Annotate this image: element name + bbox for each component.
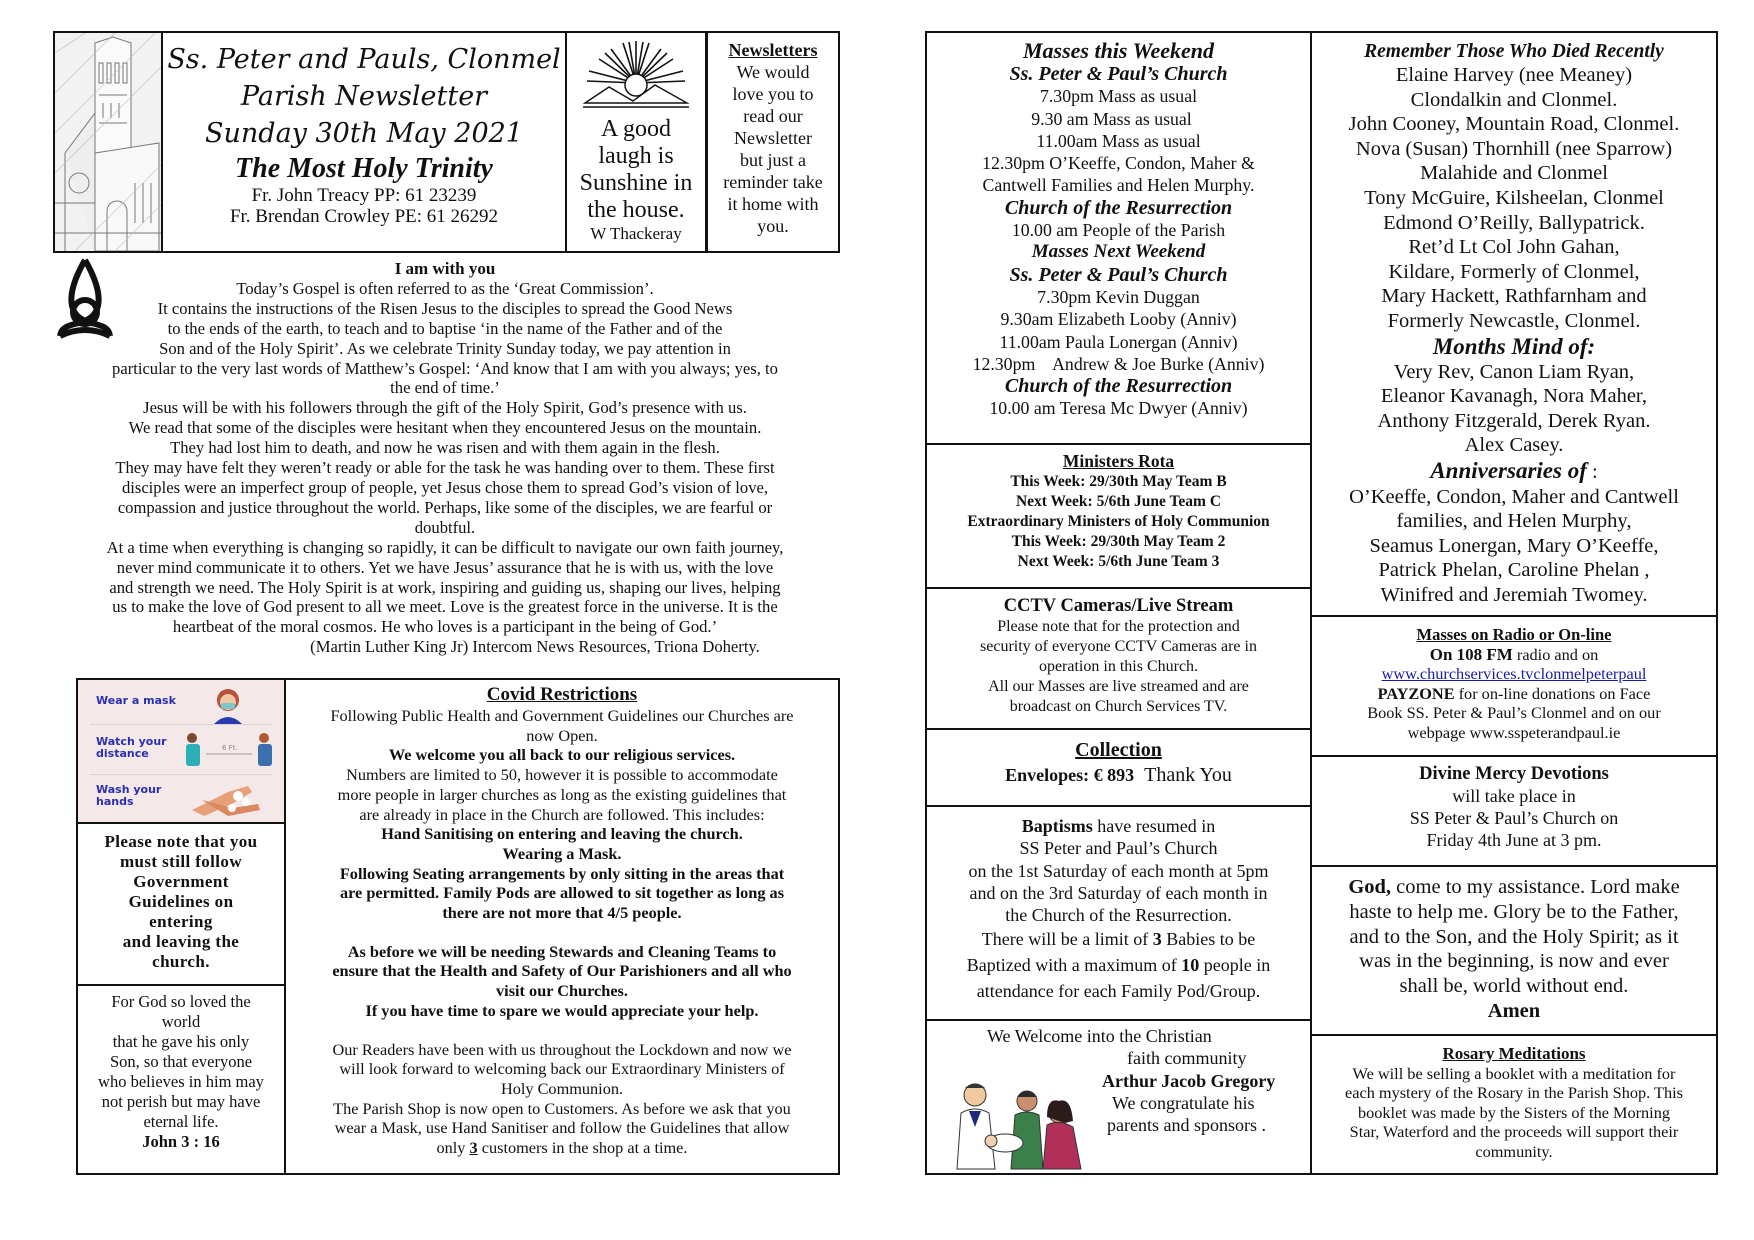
anniversaries-title-row: Anniversaries of : — [1430, 457, 1598, 483]
collection-amount-row — [927, 762, 1310, 788]
covid-restrictions — [284, 678, 840, 1175]
gospel-line: particular to the very last words of Matthew’s Gospel: ‘And know that I am with you always; yes, to — [112, 358, 778, 378]
mass-time: 10.00 am Teresa Mc Dwyer (Anniv) — [989, 398, 1248, 419]
john-reference: John 3 : 16 — [142, 1132, 220, 1151]
guidelines-line: and leaving the — [122, 932, 240, 951]
baptisms-line: the Church of the Resurrection. — [1005, 905, 1232, 926]
covid-rule: Hand Sanitising on entering and leaving the church. — [381, 824, 743, 844]
rota-line: Extraordinary Ministers of Holy Communion — [967, 513, 1270, 530]
prayer-line: was in the beginning, is now and ever — [1359, 950, 1669, 973]
anniversary-line: Winifred and Jeremiah Twomey. — [1380, 583, 1648, 606]
people-limit-line: Baptized with a maximum of 10 people in — [966, 955, 1271, 976]
deceased-line: Kildare, Formerly of Clonmel, — [1388, 260, 1640, 283]
newsletters-line: We would — [736, 62, 810, 82]
months-mind-line: Very Rev, Canon Liam Ryan, — [1393, 360, 1635, 383]
mass-time: 11.00am Mass as usual — [1036, 130, 1201, 151]
rota-title: Ministers Rota — [1062, 451, 1175, 471]
gospel-line: heartbeat of the moral cosmos. He who loves is a participant in the being of God.’ — [172, 617, 718, 637]
covid-line: more people in larger churches as long as the existing guidelines that — [337, 784, 787, 804]
rosary-line: Star, Waterford and the proceeds will support their — [1349, 1122, 1679, 1142]
covid-rule: Following Seating arrangements by only sitting in the areas that — [339, 863, 785, 883]
church-name: Ss. Peter & Paul’s Church — [1009, 263, 1228, 286]
newsletter-date: Sunday 30th May 2021 — [205, 118, 523, 149]
gospel-line: They had lost him to death, and now he was risen and with them again in the flesh. — [170, 438, 720, 458]
covid-line: now Open. — [526, 725, 598, 745]
prayer-line: haste to help me. Glory be to the Father, — [1349, 900, 1679, 923]
covid-rule: are permitted. Family Pods are allowed to sit together as long as — [339, 883, 785, 903]
john-line: that he gave his only — [112, 1032, 250, 1051]
covid-safety-poster — [76, 678, 286, 824]
masses-this-weekend-title: Masses this Weekend — [1022, 38, 1215, 63]
anniversary-line: O’Keeffe, Condon, Maher and Cantwell — [1349, 485, 1679, 508]
church-services-link[interactable]: www.churchservices.tvclonmelpeterpaul — [1381, 664, 1647, 684]
mass-time: 10.00 am People of the Parish — [1011, 220, 1226, 241]
parish-name: Ss. Peter and Pauls, Clonmel — [167, 44, 561, 75]
gospel-line: the end of time.’ — [390, 378, 500, 398]
stewards-line: If you have time to spare we would appreciate your help. — [365, 1000, 759, 1020]
collection-box — [925, 728, 1312, 807]
deceased-line: Elaine Harvey (nee Meaney) — [1395, 64, 1633, 86]
quote-line-3: Sunshine in — [579, 170, 693, 196]
anniversary-line: Patrick Phelan, Caroline Phelan , — [1378, 559, 1650, 582]
baptized-child-name: Arthur Jacob Gregory — [1102, 1070, 1276, 1091]
priest-1: Fr. John Treacy PP: 61 23239 — [251, 185, 477, 206]
feast-title: The Most Holy Trinity — [235, 153, 493, 184]
prayer-line: shall be, world without end. — [1399, 975, 1629, 998]
newsletter-title-block — [161, 31, 567, 253]
rosary-title: Rosary Meditations — [1442, 1044, 1586, 1063]
masses-radio-online — [1310, 615, 1718, 757]
gospel-line: Today’s Gospel is often referred to as the ‘Great Commission’. — [236, 278, 654, 298]
deceased-line: Ret’d Lt Col John Gahan, — [1408, 236, 1620, 259]
hand-washing-icon — [188, 778, 268, 818]
mercy-title: Divine Mercy Devotions — [1419, 764, 1609, 784]
rosary-line: community. — [1475, 1141, 1553, 1161]
shop-limit-line: only 3 customers in the shop at a time. — [436, 1138, 688, 1158]
cctv-notice — [925, 587, 1312, 730]
welcome-line: faith community — [1127, 1048, 1247, 1069]
deceased-line: Malahide and Clonmel — [1420, 162, 1608, 185]
rosary-meditations — [1310, 1034, 1718, 1175]
cctv-title: CCTV Cameras/Live Stream — [1003, 596, 1234, 616]
baptisms-line: and on the 3rd Saturday of each month in — [969, 882, 1268, 903]
rosary-line: booklet was made by the Sisters of the Morning — [1357, 1102, 1670, 1122]
baby-limit-line: There will be a limit of 3 Babies to be — [981, 929, 1256, 950]
baptisms-line: SS Peter and Paul’s Church — [1019, 838, 1218, 859]
poster-hands-label: Wash your hands — [96, 783, 162, 808]
gospel-line: It contains the instructions of the Risen Jesus to the disciples to spread the Good News — [157, 298, 733, 318]
guidelines-line: Please note that you — [104, 832, 258, 851]
newsletters-line: read our — [743, 106, 803, 126]
deceased-line: Mary Hackett, Rathfarnham and — [1381, 285, 1647, 308]
baptisms-first-line: Baptisms have resumed in — [1021, 816, 1216, 836]
mass-time: Cantwell Families and Helen Murphy. — [982, 175, 1255, 196]
newsletters-box — [706, 31, 840, 253]
guidelines-line: must still follow — [119, 852, 243, 871]
newsletters-line: Newsletter — [734, 128, 812, 148]
mass-time: 7.30pm Mass as usual — [1039, 86, 1198, 107]
rosary-line: each mystery of the Rosary in the Parish Shop. This — [1345, 1083, 1683, 1103]
welcome-line: We congratulate his — [1112, 1092, 1255, 1113]
radio-title: Masses on Radio or On-line — [1416, 625, 1612, 644]
welcome-baptism — [925, 1019, 1312, 1175]
mercy-line: will take place in — [1452, 786, 1576, 806]
prayer-amen: Amen — [1487, 999, 1541, 1022]
rota-line: This Week: 29/30th May Team 2 — [1011, 533, 1226, 550]
church-name: Ss. Peter & Paul’s Church — [1009, 63, 1228, 85]
baptisms-line: on the 1st Saturday of each month at 5pm — [968, 860, 1269, 881]
poster-mask-label: Wear a mask — [96, 694, 176, 707]
mass-time: 11.00am Paula Lonergan (Anniv) — [999, 331, 1238, 352]
rota-line: Next Week: 5/6th June Team C — [1015, 493, 1222, 510]
deceased-line: Tony McGuire, Kilsheelan, Clonmel — [1364, 186, 1664, 209]
masses-next-weekend-title: Masses Next Weekend — [1031, 241, 1206, 263]
covid-welcome: We welcome you all back to our religious services. — [388, 745, 736, 765]
remember-title: Remember Those Who Died Recently — [1364, 41, 1664, 62]
covid-line: Our Readers have been with us throughout the Lockdown and now we — [332, 1039, 792, 1059]
priest-2: Fr. Brendan Crowley PE: 61 26292 — [229, 206, 499, 227]
months-mind-line: Eleanor Kavanagh, Nora Maher, — [1380, 385, 1648, 408]
guidelines-line: entering — [149, 912, 213, 931]
quote-line-2: laugh is — [598, 143, 674, 169]
gospel-line: and strength we need. The Holy Spirit is at work, inspiring and guiding us, shaping our lives, helping — [109, 577, 781, 597]
rota-line: Next Week: 5/6th June Team 3 — [1017, 553, 1220, 570]
newsletters-line: it home with — [727, 194, 819, 214]
welcome-line: parents and sponsors . — [1107, 1115, 1266, 1136]
thank-you-text: Thank You — [1144, 764, 1232, 786]
quote-box — [565, 31, 707, 253]
payzone-line: PAYZONE for on-line donations on Face — [1377, 683, 1651, 703]
covid-line: are already in place in the Church are followed. This includes: — [359, 804, 765, 824]
gospel-title: I am with you — [394, 259, 496, 278]
gospel-line: At a time when everything is changing so rapidly, it can be difficult to navigate our own faith journey, — [106, 537, 784, 557]
stewards-line: As before we will be needing Stewards and Cleaning Teams to — [347, 941, 777, 961]
sunrise-icon — [581, 39, 691, 111]
months-mind-title: Months Mind of: — [1432, 333, 1596, 359]
remember-deceased — [1310, 31, 1718, 617]
guidelines-line: Guidelines on — [128, 892, 234, 911]
baptism-illustration — [935, 1073, 1087, 1171]
quote-line-4: the house. — [587, 197, 685, 223]
baby-limit-number: 3 — [1152, 929, 1162, 950]
mass-time: 9.30 am Mass as usual — [1031, 108, 1192, 129]
john-line: not perish but may have — [101, 1092, 261, 1111]
covid-title: Covid Restrictions — [486, 684, 638, 705]
gospel-line: compassion and justice throughout the world. Perhaps, like some of the disciples, we are fearful or — [117, 497, 773, 517]
anniversary-line: Seamus Lonergan, Mary O’Keeffe, — [1369, 534, 1659, 557]
cctv-line: operation in this Church. — [1038, 658, 1199, 675]
radio-fm-line: On 108 FM radio and on — [1429, 644, 1599, 664]
covid-rule: there are not more that 4/5 people. — [442, 903, 682, 923]
deceased-line: Clondalkin and Clonmel. — [1410, 88, 1618, 111]
deceased-line: Nova (Susan) Thornhill (nee Sparrow) — [1355, 137, 1673, 160]
covid-rule: Wearing a Mask. — [502, 843, 622, 863]
newsletters-line: love you to — [732, 84, 814, 104]
church-name: Church of the Resurrection — [1004, 196, 1233, 219]
rosary-line: We will be selling a booklet with a meditation for — [1352, 1063, 1676, 1083]
distance-label: 6 Ft. — [222, 744, 238, 752]
people-limit-number: 10 — [1181, 955, 1200, 976]
baptisms-notice — [925, 805, 1312, 1021]
quote-line-1: A good — [600, 116, 671, 142]
john-line: Son, so that everyone — [109, 1052, 253, 1071]
social-distance-icon — [178, 728, 278, 772]
newsletters-line: you. — [757, 216, 789, 236]
months-mind-line: Anthony Fitzgerald, Derek Ryan. — [1377, 409, 1651, 432]
gospel-line: doubtful. — [414, 517, 476, 537]
divine-mercy-devotions — [1310, 755, 1718, 867]
deceased-line: Formerly Newcastle, Clonmel. — [1387, 309, 1641, 332]
mass-time: 12.30pm Andrew & Joe Burke (Anniv) — [972, 353, 1265, 374]
covid-line: wear a Mask, use Hand Sanitiser and follow the Guidelines that allow — [334, 1118, 790, 1138]
poster-distance-label: Watch your distance — [96, 735, 167, 760]
deceased-line: John Cooney, Mountain Road, Clonmel. — [1348, 113, 1680, 136]
baptisms-line: attendance for each Family Pod/Group. — [976, 981, 1261, 1002]
mass-time: 12.30pm O’Keeffe, Condon, Maher & — [982, 153, 1255, 174]
gospel-line: Jesus will be with his followers through the gift of the Holy Spirit, God’s presence with us. — [143, 398, 747, 418]
john-line: who believes in him may — [98, 1072, 264, 1091]
newsletters-line: but just a — [740, 150, 806, 170]
quote-author: W Thackeray — [590, 224, 682, 243]
glory-be-prayer — [1310, 865, 1718, 1036]
church-sketch-image — [53, 31, 163, 253]
welcome-line: We Welcome into the Christian — [987, 1026, 1212, 1046]
guidelines-note — [76, 822, 286, 986]
covid-line: Holy Communion. — [500, 1078, 624, 1098]
john-line: world — [161, 1012, 201, 1031]
newsletters-line: reminder take — [723, 172, 823, 192]
covid-line: will look forward to welcoming back our Extraordinary Ministers of — [339, 1059, 785, 1079]
deceased-line: Edmond O’Reilly, Ballypatrick. — [1383, 211, 1645, 234]
john-3-16-quote — [76, 984, 286, 1175]
mass-time: 9.30am Elizabeth Looby (Anniv) — [1000, 309, 1237, 330]
church-tower-icon — [55, 33, 161, 251]
prayer-first-line: God, come to my assistance. Lord make — [1348, 876, 1680, 898]
collection-title: Collection — [1075, 739, 1162, 761]
shop-limit-number: 3 — [469, 1138, 478, 1158]
mercy-line: SS Peter & Paul’s Church on — [1409, 808, 1619, 828]
mass-time: 7.30pm Kevin Duggan — [1037, 286, 1200, 307]
radio-line: webpage www.sspeterandpaul.ie — [1407, 722, 1621, 742]
mercy-line: Friday 4th June at 3 pm. — [1426, 830, 1602, 850]
stewards-line: visit our Churches. — [496, 981, 628, 1001]
covid-line: The Parish Shop is now open to Customers. As before we ask that you — [333, 1098, 791, 1118]
cctv-line: security of everyone CCTV Cameras are in — [980, 638, 1257, 655]
gospel-line: never mind communicate it to others. Yet we have Jesus’ assurance that he is with us, with the love — [116, 557, 774, 577]
newsletters-title: Newsletters — [728, 40, 818, 60]
gospel-line: Son and of the Holy Spirit’. As we celebrate Trinity Sunday today, we pay attention in — [159, 338, 731, 358]
stewards-line: ensure that the Health and Safety of Our Parishioners and all who — [332, 961, 792, 981]
gospel-credit: (Martin Luther King Jr) Intercom News Resources, Triona Doherty. — [310, 637, 760, 657]
ministers-rota — [925, 443, 1312, 589]
face-mask-icon — [208, 684, 248, 724]
prayer-line: and to the Son, and the Holy Spirit; as it — [1349, 925, 1679, 948]
covid-line: Numbers are limited to 50, however it is possible to accommodate — [346, 765, 778, 785]
covid-line: Following Public Health and Government Guidelines our Churches are — [330, 706, 794, 725]
gospel-line: to the ends of the earth, to teach and to baptise ‘in the name of the Father and of the — [167, 318, 723, 338]
anniversary-line: families, and Helen Murphy, — [1396, 510, 1632, 533]
radio-line: Book SS. Peter & Paul’s Clonmel and on our — [1367, 703, 1661, 723]
gospel-line: us to make the love of God present to all we meet. Love is the greatest force in the universe. It is the — [112, 597, 778, 617]
cctv-line: broadcast on Church Services TV. — [1009, 698, 1228, 715]
gospel-line: We read that some of the disciples were hesitant when they encountered Jesus on the mountain. — [128, 418, 762, 438]
church-name: Church of the Resurrection — [1004, 375, 1233, 398]
guidelines-line: church. — [152, 952, 210, 971]
rota-line: This Week: 29/30th May Team B — [1010, 473, 1227, 490]
gospel-reflection — [50, 259, 840, 657]
cctv-line: All our Masses are live streamed and are — [988, 678, 1249, 695]
anniversaries-title: Anniversaries of — [1430, 457, 1587, 483]
months-mind-line: Alex Casey. — [1464, 434, 1564, 457]
guidelines-line: Government — [133, 872, 229, 891]
gospel-line: They may have felt they weren’t ready or able for the task he was handing over to them. These first — [115, 458, 775, 478]
envelopes-amount: Envelopes: € 893 — [1005, 765, 1135, 785]
cctv-line: Please note that for the protection and — [997, 618, 1240, 635]
newsletter-label: Parish Newsletter — [240, 81, 488, 112]
john-line: eternal life. — [143, 1112, 219, 1131]
gospel-line: disciples were an imperfect group of people, yet Jesus chose them to spread God’s vision of love, — [121, 477, 769, 497]
john-line: For God so loved the — [111, 992, 251, 1011]
masses-schedule — [925, 31, 1312, 445]
